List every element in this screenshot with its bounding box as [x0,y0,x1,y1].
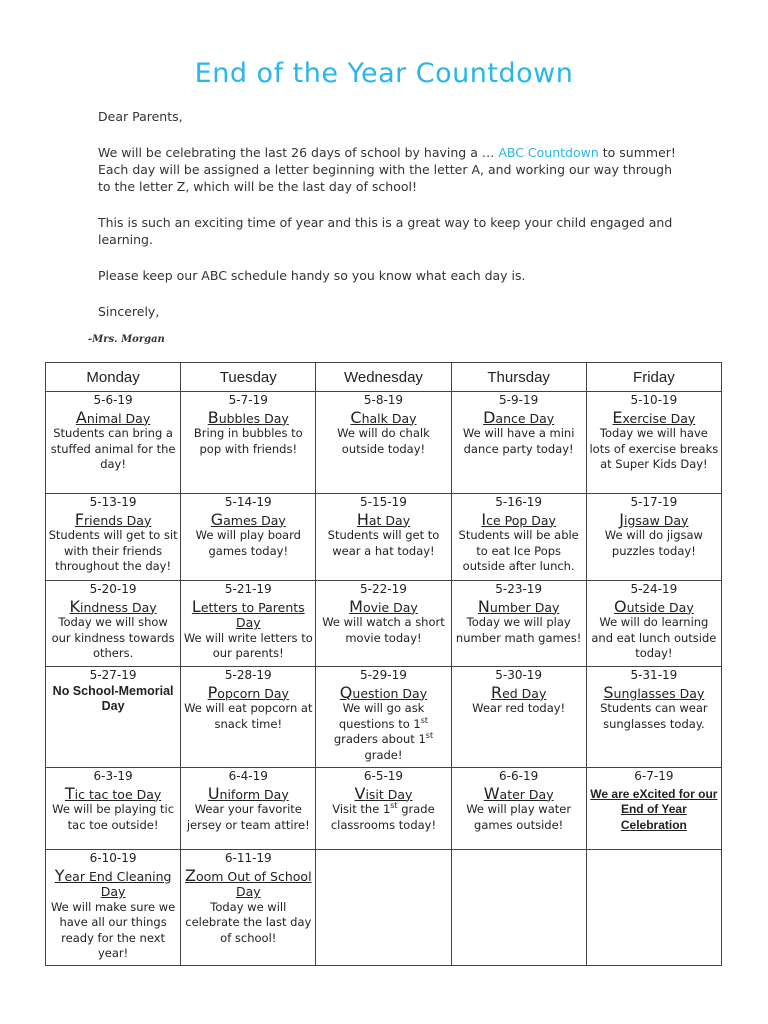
day-description: We will do learning and eat lunch outside today! [591,615,717,660]
day-date: 5-8-19 [363,393,404,407]
day-initial: D [483,407,496,427]
day-name-rest: ance Day [495,410,555,426]
day-name-rest: ames Day [223,512,286,528]
day-cell [451,581,586,667]
day-cell [46,392,181,494]
day-date: 5-6-19 [93,393,133,407]
day-name-rest: ear End Cleaning Day [64,868,172,899]
day-initial: U [207,783,220,803]
day-name [454,509,584,529]
day-cell [451,850,586,966]
greeting: Dear Parents, [98,109,183,124]
day-name-rest: at Day [368,512,411,528]
header-tuesday: Tuesday [181,363,316,392]
description-part: grade! [364,747,403,762]
day-cell [316,581,451,667]
day-initial: O [614,596,627,616]
day-initial: K [69,596,81,616]
day-cell [46,667,181,768]
description-part: graders about 1 [333,732,426,746]
day-name [589,407,719,427]
day-cell [316,850,451,966]
day-date: 6-6-19 [499,769,539,783]
day-name [183,596,313,631]
day-description [318,802,448,833]
day-cell [316,392,451,494]
parent-letter [98,108,683,320]
day-cell [451,768,586,850]
day-cell [316,494,451,581]
day-name-rest: uestion Day [352,685,428,701]
day-initial: S [603,682,614,702]
day-description: Students will get to sit with their friends throughout the day! [48,528,178,573]
day-name-rest: xercise Day [622,410,696,426]
day-name [318,407,448,427]
day-cell [451,667,586,768]
day-description: Today we will have lots of exercise breaks at Super Kids Day! [589,426,719,471]
day-description: We will write letters to our parents! [183,630,313,660]
day-date: 5-27-19 [89,668,137,682]
description-part: Visit the 1 [332,802,391,816]
day-date: 5-17-19 [630,495,678,509]
day-name [183,509,313,529]
day-initial: L [191,596,201,616]
abc-calendar [45,362,722,966]
day-description: Today we will show our kindness towards others. [51,615,175,660]
day-date: 5-9-19 [499,393,539,407]
day-name [454,682,584,702]
day-date: 5-28-19 [224,668,272,682]
calendar-row [46,768,722,850]
day-description: Students will get to wear a hat today! [327,528,440,558]
day-initial: Y [54,865,65,885]
day-description: Bring in bubbles to pop with friends! [193,426,303,456]
day-description: Today we will play number math games! [455,615,582,645]
day-name [183,407,313,427]
day-description: Students will be able to eat Ice Pops outside after lunch. [458,528,579,573]
description-part: grade classrooms today! [330,802,437,832]
day-initial: A [75,407,87,427]
day-date: 6-10-19 [89,851,137,865]
day-name-rest: ubbles Day [218,410,289,426]
day-date: 6-11-19 [224,851,272,865]
letter-paragraph-3: Please keep our ABC schedule handy so you know what each day is. [98,268,526,283]
day-initial: M [349,596,363,616]
day-initial: P [207,682,218,702]
ordinal-suffix: st [425,731,434,741]
day-name-rest: ce Pop Day [486,512,556,528]
day-date: 5-31-19 [630,668,678,682]
day-description: We will play water games outside! [466,802,572,832]
day-cell [181,581,316,667]
signature: -Mrs. Morgan [88,334,165,345]
header-thursday: Thursday [451,363,586,392]
day-date: 5-23-19 [495,582,543,596]
day-cell [316,768,451,850]
day-description: Students can bring a stuffed animal for the day! [50,426,176,471]
day-date: 6-7-19 [634,769,674,783]
day-initial: C [350,407,362,427]
day-initial: T [64,783,75,803]
description-part: We will go ask questions to 1 [338,701,425,731]
day-description: We will watch a short movie today! [322,615,445,645]
day-name [454,596,584,616]
day-initial: G [210,509,224,529]
day-cell [451,392,586,494]
abc-countdown-highlight: ABC Countdown [498,145,599,160]
day-cell [586,392,721,494]
calendar-row [46,667,722,768]
calendar-row [46,392,722,494]
day-name [48,865,178,900]
day-cell [586,494,721,581]
day-name-rest: isit Day [365,786,413,802]
day-name [48,509,178,529]
day-name-rest: ed Day [502,685,547,701]
day-name [48,596,178,616]
day-description: We will do chalk outside today! [337,426,430,456]
day-name [589,596,719,616]
day-name-rest: igsaw Day [624,512,689,528]
day-name [318,509,448,529]
day-cell [451,494,586,581]
day-description: We will be playing tic tac toe outside! [52,802,175,832]
day-name [183,682,313,702]
day-name [589,509,719,529]
day-description: We will make sure we have all our things ready for the next year! [50,899,176,960]
day-date: 6-3-19 [93,769,133,783]
day-description: Students can wear sunglasses today. [600,701,708,731]
day-description: We will play board games today! [195,528,301,558]
day-cell [316,667,451,768]
day-date: 5-30-19 [495,668,543,682]
day-initial: B [207,407,219,427]
day-initial: W [483,783,500,803]
day-name-rest: utside Day [626,599,694,615]
holiday-label: No School-Memorial Day [52,683,174,713]
day-cell [181,850,316,966]
day-description [318,701,448,763]
day-date: 5-14-19 [224,495,272,509]
calendar-row [46,581,722,667]
day-initial: J [619,509,624,529]
day-initial: H [356,509,369,529]
day-cell [586,768,721,850]
day-cell [586,667,721,768]
day-date: 5-20-19 [89,582,137,596]
day-cell [46,494,181,581]
day-initial: F [74,509,85,529]
calendar-row [46,850,722,966]
day-initial: Z [184,865,196,885]
day-name-rest: riends Day [84,512,152,528]
day-initial: R [490,682,503,702]
day-initial: N [477,596,490,616]
header-wednesday: Wednesday [316,363,451,392]
day-date: 6-4-19 [228,769,268,783]
day-cell [181,392,316,494]
day-name [48,783,178,803]
calendar-row [46,494,722,581]
day-name-rest: ater Day [499,786,554,802]
day-name [318,596,448,616]
header-monday: Monday [46,363,181,392]
calendar-header-row [46,363,722,392]
day-date: 5-15-19 [360,495,407,509]
day-name [454,783,584,803]
day-date: 6-5-19 [363,769,404,783]
day-initial: E [612,407,623,427]
day-date: 5-24-19 [630,582,678,596]
day-name-rest: halk Day [361,410,417,426]
day-initial: V [354,783,366,803]
day-description: We will eat popcorn at snack time! [184,701,313,731]
day-date: 5-21-19 [224,582,272,596]
day-initial: I [481,509,487,529]
day-name-rest: ic tac toe Day [74,786,162,802]
day-cell [181,494,316,581]
p1-text-end: to summer! Each day will be assigned a letter beginning with the letter A, and working our way through to the letter Z, which will be the last day of school! [98,145,676,194]
page-title: End of the Year Countdown [194,58,574,89]
day-date: 5-22-19 [360,582,407,596]
day-date: 5-10-19 [630,393,678,407]
ordinal-suffix: st [420,715,429,725]
day-cell [181,667,316,768]
day-name: We are eXcited for our End of Year Celebration [590,786,718,832]
day-name-rest: unglasses Day [613,685,705,701]
day-name-rest: indness Day [80,599,157,615]
day-cell [46,768,181,850]
p1-text: We will be celebrating the last 26 days of school by having a … [98,145,499,160]
day-date: 5-13-19 [89,495,137,509]
day-date: 5-29-19 [360,668,407,682]
day-cell [586,850,721,966]
day-name-rest: opcorn Day [217,685,289,701]
day-cell [181,768,316,850]
day-name-rest: niform Day [219,786,289,802]
day-name-rest: ovie Day [362,599,418,615]
letter-closing: Sincerely, [98,304,160,319]
letter-paragraph-1 [98,144,683,195]
day-name [183,865,313,900]
day-name-rest: etters to Parents Day [200,599,305,630]
ordinal-suffix: st [390,801,398,811]
day-name-rest: nimal Day [86,410,151,426]
day-date: 5-16-19 [495,495,543,509]
day-date: 5-7-19 [228,393,268,407]
day-initial: Q [339,682,353,702]
day-name-rest: oom Out of School Day [195,868,312,899]
day-description: We will have a mini dance party today! [462,426,575,456]
day-name [589,682,719,702]
day-description: Wear your favorite jersey or team attire! [186,802,310,832]
day-name [454,407,584,427]
day-name-rest: umber Day [489,599,560,615]
day-cell [586,581,721,667]
day-name [183,783,313,803]
day-name [318,682,448,702]
header-friday: Friday [586,363,721,392]
day-name [48,407,178,427]
day-cell [46,850,181,966]
day-description: Today we will celebrate the last day of school! [185,899,312,945]
letter-paragraph-2: This is such an exciting time of year and this is a great way to keep your child engaged and learning. [98,215,673,247]
day-description: We will do jigsaw puzzles today! [604,528,703,558]
day-description: Wear red today! [472,701,566,715]
day-name [318,783,448,803]
day-cell [46,581,181,667]
